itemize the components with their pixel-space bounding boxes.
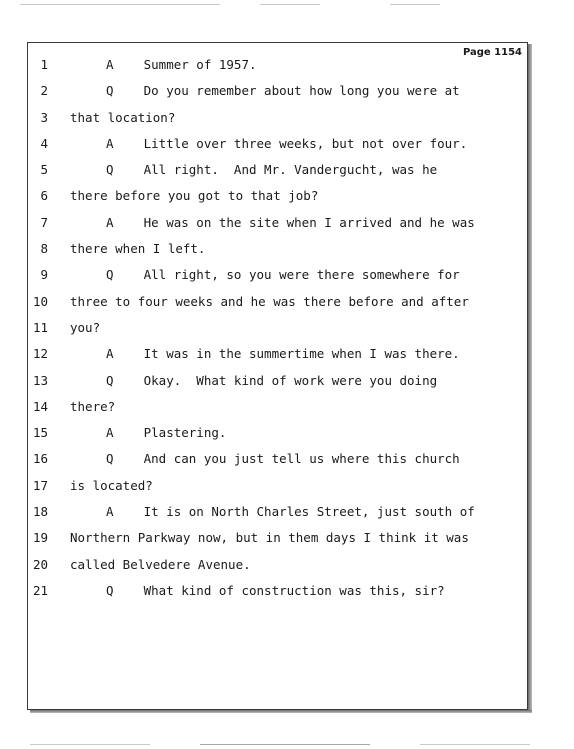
line-number: 12 — [32, 346, 48, 362]
line-number: 8 — [40, 241, 48, 257]
scan-artifact-top — [390, 4, 440, 5]
transcript-line — [0, 318, 574, 344]
scan-artifact-bottom — [420, 744, 530, 745]
line-text: A Little over three weeks, but not over four. — [106, 135, 468, 151]
transcript-line — [0, 81, 574, 107]
line-number: 18 — [32, 504, 48, 520]
line-number: 7 — [40, 214, 48, 230]
transcript-line — [0, 581, 574, 607]
line-text: that location? — [70, 109, 176, 125]
line-text: A Plastering. — [106, 425, 227, 441]
transcript-line — [0, 265, 574, 291]
line-number: 14 — [32, 398, 48, 414]
transcript-line — [0, 239, 574, 265]
line-number: 2 — [40, 83, 48, 99]
transcript-line — [0, 292, 574, 318]
line-text: is located? — [70, 477, 153, 493]
transcript-line — [0, 423, 574, 449]
page-number: Page 1154 — [462, 47, 522, 58]
line-number: 9 — [40, 267, 48, 283]
line-text: there when I left. — [70, 241, 206, 257]
scan-artifact-top — [20, 4, 220, 5]
line-text: there? — [70, 398, 116, 414]
line-text: called Belvedere Avenue. — [70, 556, 251, 572]
transcript-line — [0, 502, 574, 528]
line-number: 13 — [32, 372, 48, 388]
line-text: Q Do you remember about how long you were at — [106, 83, 460, 99]
line-text: Northern Parkway now, but in them days I think it was — [70, 530, 469, 546]
line-text: Q All right. And Mr. Vandergucht, was he — [106, 162, 438, 178]
transcript-line — [0, 397, 574, 423]
transcript-line — [0, 449, 574, 475]
line-number: 1 — [40, 57, 48, 72]
line-text: Q All right, so you were there somewhere for — [106, 267, 460, 283]
line-text: A It was in the summertime when I was there. — [106, 346, 460, 362]
line-number: 16 — [32, 451, 48, 467]
line-number: 11 — [32, 319, 48, 335]
line-text: Q And can you just tell us where this church — [106, 451, 460, 467]
scan-artifact-bottom — [30, 744, 150, 745]
line-number: 20 — [32, 556, 48, 572]
scan-artifact-top — [260, 4, 320, 5]
transcript-line — [0, 213, 574, 239]
transcript-line — [0, 528, 574, 554]
line-number: 10 — [32, 293, 48, 309]
line-number: 19 — [32, 530, 48, 546]
transcript-lines — [0, 55, 574, 607]
line-number: 15 — [32, 425, 48, 441]
transcript-line — [0, 186, 574, 212]
line-number: 5 — [40, 162, 48, 178]
transcript-line — [0, 160, 574, 186]
line-text: A It is on North Charles Street, just south of — [106, 504, 475, 520]
line-number: 4 — [40, 135, 48, 151]
transcript-line — [0, 555, 574, 581]
line-text: there before you got to that job? — [70, 188, 319, 204]
line-text: Q What kind of construction was this, sir? — [106, 582, 445, 598]
line-number: 21 — [32, 582, 48, 598]
line-number: 6 — [40, 188, 48, 204]
transcript-line — [0, 55, 574, 81]
line-number: 17 — [32, 477, 48, 493]
line-text: A Summer of 1957. — [106, 57, 257, 72]
scan-artifact-bottom — [200, 744, 370, 745]
line-number: 3 — [40, 109, 48, 125]
line-text: Q Okay. What kind of work were you doing — [106, 372, 438, 388]
page-frame-shadow-bottom — [30, 710, 532, 713]
transcript-line — [0, 476, 574, 502]
line-text: you? — [70, 319, 101, 335]
transcript-line — [0, 344, 574, 370]
line-text: three to four weeks and he was there before and after — [70, 293, 469, 309]
transcript-line — [0, 108, 574, 134]
transcript-line — [0, 371, 574, 397]
transcript-line — [0, 134, 574, 160]
line-text: A He was on the site when I arrived and he was — [106, 214, 475, 230]
